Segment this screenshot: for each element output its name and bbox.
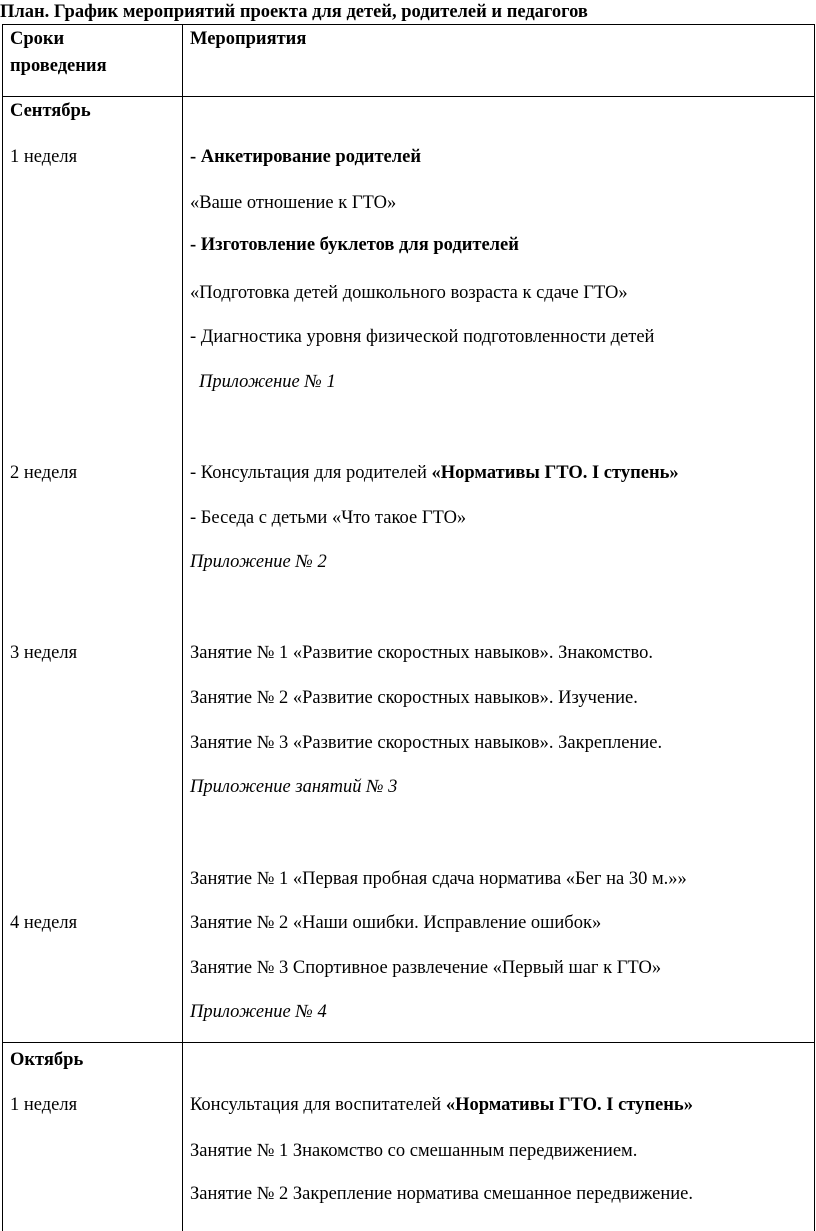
week-label: 4 неделя [10,913,78,933]
lesson-item: Занятие № 1 Знакомство со смешанным передвижением. [190,1141,638,1161]
lesson-item: Занятие № 3 «Развитие скоростных навыков». Закрепление. [190,733,663,753]
lesson-item: Занятие № 2 «Развитие скоростных навыков». Изучение. [190,688,638,708]
activity-booklets: - Изготовление буклетов для родителей [190,235,519,255]
header-activities: Мероприятия [190,29,307,49]
month-september: Сентябрь [10,101,91,121]
table-border-right [814,24,815,1231]
appendix-link: Приложение № 2 [190,552,327,572]
week-label: 1 неделя [10,147,78,167]
appendix-link: Приложение № 4 [190,1002,327,1022]
activity-booklets-topic: «Подготовка детей дошкольного возраста к сдаче ГТО» [190,283,628,303]
header-row-divider [2,96,814,97]
lesson-item: Занятие № 1 «Первая пробная сдача норматива «Бег на 30 м.»» [190,869,687,889]
column-divider [182,24,183,1231]
table-border-top [2,24,814,25]
header-term-line1: Сроки [10,29,65,49]
activity-consultation [190,1094,693,1116]
week-label: 2 неделя [10,463,78,483]
week-label: 3 неделя [10,643,78,663]
lesson-item: Занятие № 2 Закрепление норматива смешанное передвижение. [190,1184,693,1204]
activity-diagnostics: - Диагностика уровня физической подготовленности детей [190,327,655,347]
page-title: План. График мероприятий проекта для детей, родителей и педагогов [0,2,588,22]
activity-talk: - Беседа с детьми «Что такое ГТО» [190,508,467,528]
activity-survey-topic: «Ваше отношение к ГТО» [190,193,397,213]
table-border-left [2,24,3,1231]
consultation-title: «Нормативы ГТО. I ступень» [431,463,679,483]
lesson-item: Занятие № 3 Спортивное развлечение «Первый шаг к ГТО» [190,958,662,978]
appendix-link: Приложение занятий № 3 [190,777,398,797]
consultation-prefix: - Консультация для родителей [190,463,432,483]
appendix-link: Приложение № 1 [199,372,336,392]
activity-consultation [190,462,679,484]
header-term-line2: проведения [10,56,107,76]
consultation-prefix: Консультация для воспитателей [190,1095,446,1115]
lesson-item: Занятие № 2 «Наши ошибки. Исправление ошибок» [190,913,602,933]
activity-survey: - Анкетирование родителей [190,147,422,167]
lesson-item: Занятие № 1 «Развитие скоростных навыков». Знакомство. [190,643,653,663]
month-october: Октябрь [10,1050,84,1070]
consultation-title: «Нормативы ГТО. I ступень» [445,1095,693,1115]
week-label: 1 неделя [10,1095,78,1115]
september-row-divider [2,1042,814,1043]
